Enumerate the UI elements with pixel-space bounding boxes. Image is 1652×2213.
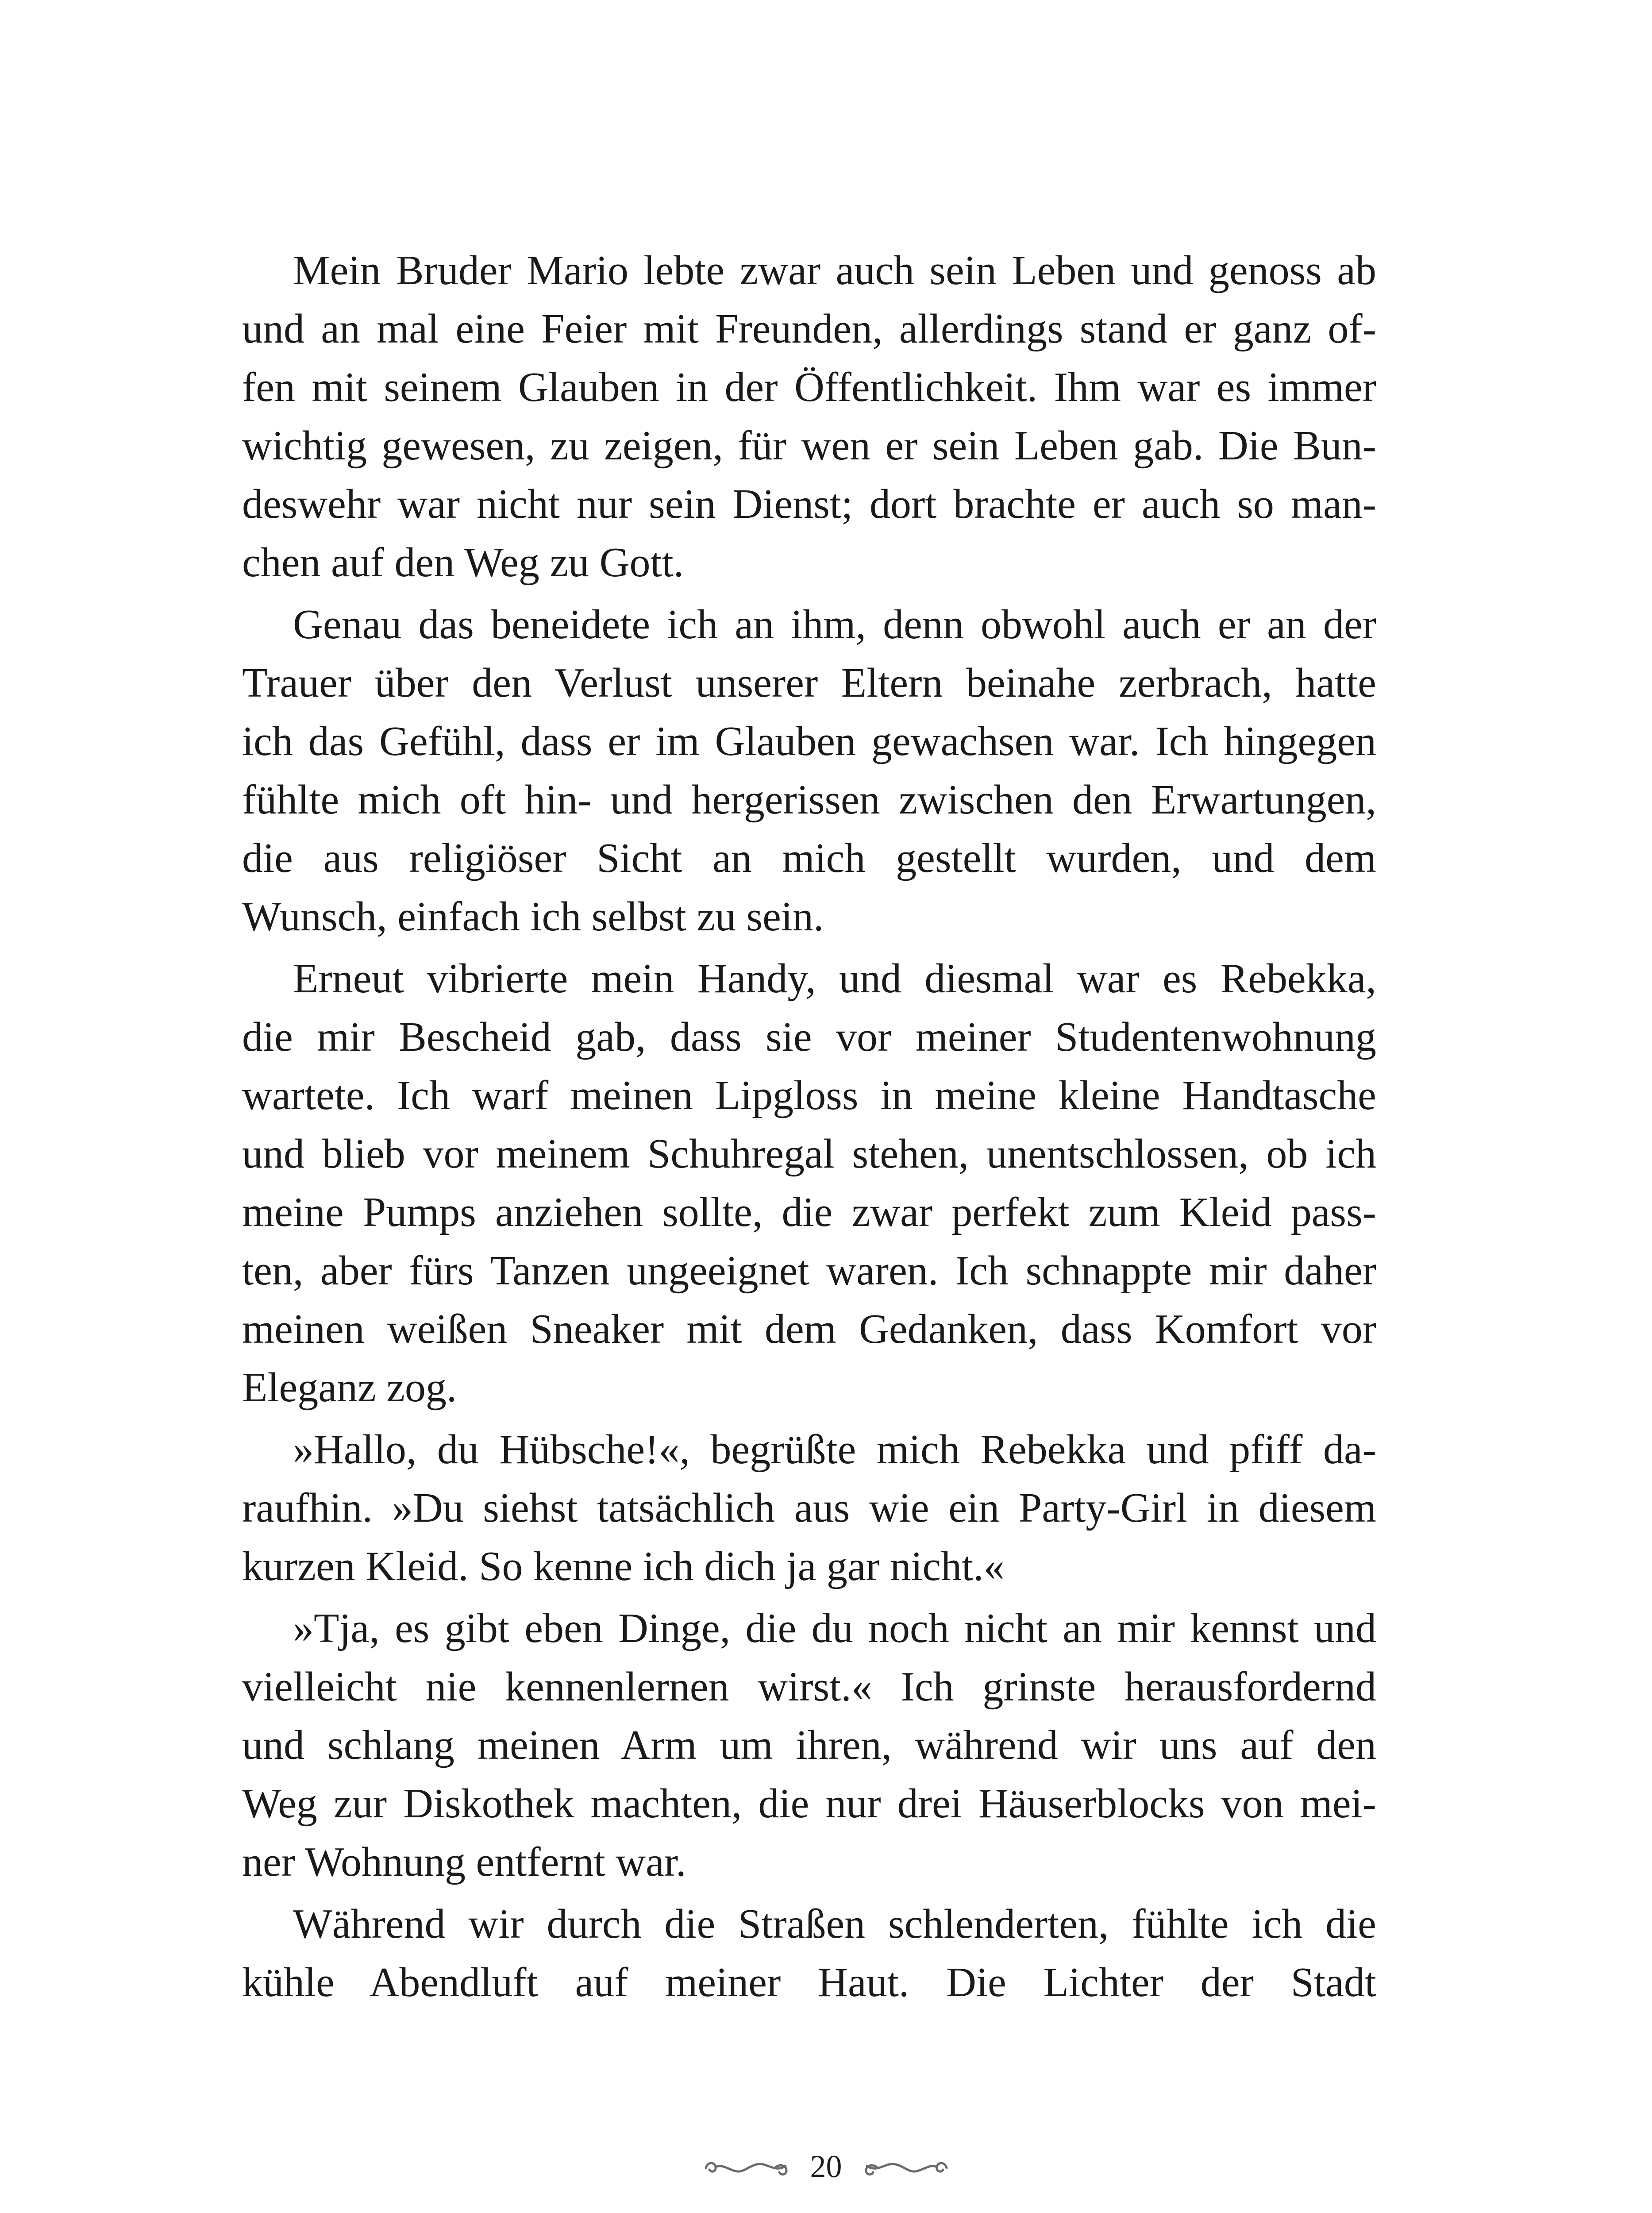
text-line: raufhin. »Du siehst tatsächlich aus wie ein Party-Girl in diesem — [242, 1485, 1376, 1531]
text-line: »Hallo, du Hübsche!«, begrüßte mich Rebekka und pfiff da- — [293, 1426, 1376, 1473]
text-line: deswehr war nicht nur sein Dienst; dort brachte er auch so man- — [242, 481, 1376, 527]
text-line: Wunsch, einfach ich selbst zu sein. — [242, 894, 824, 940]
left-flourish-icon — [701, 2151, 802, 2182]
text-line: die mir Bescheid gab, dass sie vor meiner Studentenwohnung — [242, 1014, 1376, 1060]
text-line: Erneut vibrierte mein Handy, und diesmal war es Rebekka, — [293, 956, 1376, 1002]
text-line: Eleganz zog. — [242, 1365, 457, 1411]
text-line: und blieb vor meinem Schuhregal stehen, unentschlossen, ob ich — [242, 1131, 1376, 1177]
text-line: ten, aber fürs Tanzen ungeeignet waren. Ich schnappte mir daher — [242, 1248, 1376, 1294]
text-line: wichtig gewesen, zu zeigen, für wen er sein Leben gab. Die Bun- — [242, 423, 1376, 469]
text-line: fühlte mich oft hin- und hergerissen zwischen den Erwartungen, — [242, 777, 1376, 823]
text-line: Trauer über den Verlust unserer Eltern beinahe zerbrach, hatte — [242, 660, 1376, 706]
text-line: ich das Gefühl, dass er im Glauben gewachsen war. Ich hingegen — [242, 718, 1376, 764]
text-line: und schlang meinen Arm um ihren, während wir uns auf den — [242, 1722, 1376, 1768]
page-footer — [0, 2142, 1652, 2191]
text-line: wartete. Ich warf meinen Lipgloss in meine kleine Handtasche — [242, 1072, 1376, 1118]
text-line: und an mal eine Feier mit Freunden, allerdings stand er ganz of- — [242, 306, 1376, 352]
text-line: ner Wohnung entfernt war. — [242, 1839, 686, 1885]
text-line: die aus religiöser Sicht an mich gestellt wurden, und dem — [242, 835, 1376, 881]
text-line: Während wir durch die Straßen schlenderten, fühlte ich die — [293, 1901, 1376, 1947]
text-line: chen auf den Weg zu Gott. — [242, 540, 684, 586]
right-flourish-icon — [850, 2151, 952, 2182]
text-line: fen mit seinem Glauben in der Öffentlichkeit. Ihm war es immer — [242, 364, 1376, 410]
text-line: Genau das beneidete ich an ihm, denn obwohl auch er an der — [293, 601, 1376, 648]
text-line: Weg zur Diskothek machten, die nur drei Häuserblocks von mei- — [242, 1781, 1376, 1827]
text-line: kühle Abendluft auf meiner Haut. Die Lichter der Stadt — [242, 1959, 1376, 2005]
text-line: meine Pumps anziehen sollte, die zwar perfekt zum Kleid pass- — [242, 1189, 1376, 1235]
text-line: »Tja, es gibt eben Dinge, die du noch nicht an mir kennst und — [293, 1605, 1376, 1651]
text-line: vielleicht nie kennenlernen wirst.« Ich grinste herausfordernd — [242, 1664, 1376, 1710]
page-number: 20 — [810, 2149, 842, 2184]
text-line: meinen weißen Sneaker mit dem Gedanken, dass Komfort vor — [242, 1306, 1376, 1352]
text-line: kurzen Kleid. So kenne ich dich ja gar nicht.« — [242, 1543, 1005, 1589]
text-line: Mein Bruder Mario lebte zwar auch sein Leben und genoss ab — [293, 247, 1376, 293]
body-text — [242, 241, 1376, 2012]
